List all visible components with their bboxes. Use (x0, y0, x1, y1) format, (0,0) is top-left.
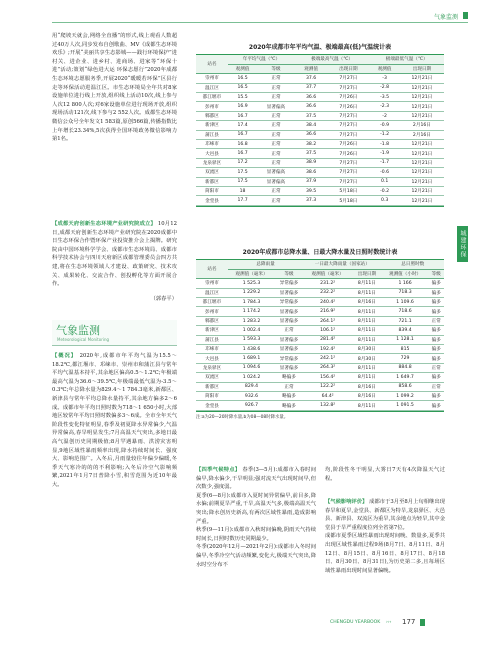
value-cell: 16.5 (228, 83, 257, 92)
value-cell: 8月11日 (352, 307, 381, 316)
value-cell: 7月27日 (327, 130, 369, 139)
col-group-3: 总日照时数 (382, 260, 444, 269)
value-cell: 2月16日 (400, 121, 444, 130)
station-cell: 郫都区 (196, 316, 228, 325)
value-cell: 17.5 (228, 168, 257, 177)
table-note: 注:a为20—20时降水量,b为08—08时降水量。 (196, 414, 289, 420)
value-cell: 232.2² (303, 288, 352, 297)
value-cell: 显著偏高 (257, 168, 295, 177)
station-cell: 新都区 (196, 382, 228, 391)
table-row (196, 93, 444, 102)
value-cell: -2.8 (369, 83, 399, 92)
value-cell: -2 (369, 111, 399, 120)
value-cell: 0.1 (369, 177, 399, 186)
value-cell: 1 166 (382, 279, 429, 288)
left-paragraph-2 (52, 220, 177, 289)
table-row (196, 121, 444, 130)
paragraph-text: 成都市于3月至8月上旬相继出现春旱和夏旱,金堂县、新都区为特旱,龙泉驿区、大邑县、新津县、双流区为重旱,其余地点为轻旱,其中金堂县于旱严重程度位列全省第7位。 成都市夏季区域性暴雨出现时间晚、数量多,夏季共出现区域性暴雨过程9场(8月7日、8月11日、8月12日、8月15日、8月16日、8月17日、8月18日、8月30日、8月31日),为历史第二多,且每场区域性暴雨出现时间显著偏晚。 (325, 499, 445, 574)
value-cell: 1 128.1 (382, 335, 429, 344)
section-heading: 【概况】 (52, 353, 77, 359)
value-cell: 7月27日 (327, 111, 369, 120)
col-sub: 观测值 (369, 64, 399, 73)
right-paragraph-top: 均,阶段性冬干明显,大雾日7天有4次降温天气过程。 (325, 467, 445, 482)
value-cell: 1 525.3 (228, 279, 275, 288)
section-heading: 【成都天府创新生态环境产业研究院成立】 (52, 221, 156, 227)
value-cell: 偏多 (429, 279, 444, 288)
col-sub: 出现日期 (352, 269, 381, 278)
value-cell: 偏多 (429, 307, 444, 316)
value-cell: 2月16日 (400, 130, 444, 139)
value-cell: 36.6 (295, 93, 328, 102)
value-cell: 8月11日 (352, 279, 381, 288)
value-cell: 156.4² (303, 373, 352, 382)
value-cell: 38.4 (295, 121, 328, 130)
station-cell: 新津区 (196, 326, 228, 335)
value-cell: 7月26日 (327, 93, 369, 102)
value-cell: 8月11日 (352, 373, 381, 382)
value-cell: 正常 (257, 130, 295, 139)
table-row (196, 74, 444, 83)
table-row (196, 298, 444, 307)
value-cell: 18 (228, 186, 257, 195)
station-cell: 大邑县 (196, 149, 228, 158)
value-cell: 264.1² (303, 316, 352, 325)
page-number: 177 (402, 618, 416, 626)
precipitation-table (196, 260, 444, 411)
value-cell: 8月16日 (352, 382, 381, 391)
value-cell: 1 094.6 (228, 363, 275, 372)
value-cell: 12月21日 (400, 102, 444, 111)
col-sub: 观测值 (228, 64, 257, 73)
col-sub: 出现日期 (400, 64, 444, 73)
value-cell: 17.7 (228, 196, 257, 205)
value-cell: 显著偏高 (257, 177, 295, 186)
paragraph-text: 10月12日,成都天府创新生态环境产业研究院在2020成都中日生态环保合作暨环保产业投资推介会上揭牌。研究院由中国环境科学学会、成都市生态环境局、成都市科学技术协会与四川天府新区成都管理委员会四方共建,将在生态环境领域人才建设、政策研究、技术攻关、成果转化、交流合作、创投孵化等方面开展合作。 (52, 221, 177, 288)
value-cell: 721.1 (382, 316, 429, 325)
value-cell: 16.9 (228, 102, 257, 111)
value-cell: 16.7 (228, 111, 257, 120)
value-cell: 5月18日 (327, 186, 369, 195)
value-cell: 12月21日 (400, 186, 444, 195)
value-cell: 略偏多 (275, 373, 303, 382)
left-paragraph-1: 用“爬坡天就会,网络全直播”的形式,线上观看人数超过40万人次,同步发布自创歌曲、MV《成都生态环境欢乐》;开展“美丽共享生态影城——践行环境保护”进村关、进企业、进乡村、进商场、进家等“环保十进”活动;策划“绿色进大运 环保志愿行”2020年成都生态环境志愿服务季,开展2020“暖暖若环保”区县行走等环保活动进温江区。市生态环境局全年共对8家设施单位进行线上开放,组织线上活动10次,线上参与人次12 800人次;对6家设施单位进行现场开放,组织现场活动121次,线下参与2 552人次。成都生态环境微信公众号全年发文1 583篇,原创566篇,传播指数比上年增长23.34%,5次获得全国环境政务微信影响力第1名。 (52, 33, 177, 143)
value-cell: 12月21日 (400, 74, 444, 83)
value-cell: 884.8 (382, 363, 429, 372)
value-cell: 7月27日 (327, 83, 369, 92)
value-cell: 正常 (257, 121, 295, 130)
value-cell: 显著偏多 (275, 288, 303, 297)
col-sub: 等级 (257, 64, 295, 73)
value-cell: 1 109.6 (382, 298, 429, 307)
table-title: 2020年成都市年平均气温、极端最高(低)气温统计表 (248, 44, 392, 51)
value-cell: 106.1² (303, 326, 352, 335)
value-cell: 7月27日 (327, 177, 369, 186)
col-sub: 出现日期 (327, 64, 369, 73)
banner-rule (52, 345, 177, 346)
value-cell: 显著偏高 (257, 102, 295, 111)
station-cell: 简阳市 (196, 391, 228, 400)
value-cell: 正常 (257, 158, 295, 167)
table-row (196, 177, 444, 186)
value-cell: 17.4 (228, 121, 257, 130)
value-cell: -1.7 (369, 158, 399, 167)
value-cell: -3.5 (369, 93, 399, 102)
value-cell: 16.7 (228, 130, 257, 139)
footer-arrows: ››› (386, 620, 392, 625)
table-row (196, 158, 444, 167)
table-row (196, 196, 444, 205)
value-cell: 1 649.7 (382, 373, 429, 382)
table-row (196, 335, 444, 344)
section-heading: 【气候影响评价】 (325, 499, 368, 505)
value-cell: 16.8 (228, 140, 257, 149)
value-cell: -1.2 (369, 130, 399, 139)
col-group-2: 极端最高气温（℃） (295, 55, 370, 64)
value-cell: 正常 (257, 149, 295, 158)
table-row (196, 279, 444, 288)
value-cell: 242.1² (303, 354, 352, 363)
value-cell: 偏多 (429, 288, 444, 297)
value-cell: 正常 (257, 74, 295, 83)
value-cell: 8月30日 (352, 345, 381, 354)
col-station: 站名 (196, 260, 228, 279)
header-mark (463, 12, 468, 19)
side-tab: 城建环保 (457, 226, 468, 262)
footer (330, 618, 450, 628)
value-cell: 37.9 (295, 177, 328, 186)
value-cell: 显著偏多 (275, 363, 303, 372)
value-cell: 7月26日 (327, 149, 369, 158)
value-cell: 7月26日 (327, 102, 369, 111)
value-cell: 1 174.2 (228, 307, 275, 316)
station-cell: 新津区 (196, 121, 228, 130)
station-cell: 金堂县 (196, 401, 228, 410)
value-cell: -1.9 (369, 149, 399, 158)
value-cell: 12月21日 (400, 83, 444, 92)
value-cell: 39.5 (295, 186, 328, 195)
col-sub: 观测值（毫米） (303, 269, 352, 278)
value-cell: 12月21日 (400, 93, 444, 102)
value-cell: 8月11日 (352, 326, 381, 335)
value-cell: 正常 (257, 196, 295, 205)
value-cell: -3 (369, 74, 399, 83)
value-cell: 38.6 (295, 168, 328, 177)
station-cell: 都江堰市 (196, 298, 228, 307)
value-cell: 偏多 (429, 335, 444, 344)
col-sub: 等级 (429, 269, 444, 278)
table-row (196, 373, 444, 382)
value-cell: -1.8 (369, 140, 399, 149)
journal-name: CHENGDU YEARBOOK (330, 620, 381, 625)
table-row (196, 391, 444, 400)
value-cell: 240.4² (303, 298, 352, 307)
station-cell: 郫都区 (196, 111, 228, 120)
value-cell: 偏多 (429, 345, 444, 354)
value-cell: 1 091.5 (382, 401, 429, 410)
value-cell: 0.3 (369, 196, 399, 205)
value-cell: 17.5 (228, 177, 257, 186)
col-group-2: 一日最大降雨量（国家站） (303, 260, 382, 269)
value-cell: 略偏多 (275, 401, 303, 410)
value-cell: 8月30日 (352, 354, 381, 363)
value-cell: 正常 (257, 93, 295, 102)
value-cell: 1 024.2 (228, 373, 275, 382)
value-cell: -0.2 (369, 186, 399, 195)
station-cell: 蒲江县 (196, 130, 228, 139)
value-cell: 37.7 (295, 83, 328, 92)
value-cell: 37.5 (295, 149, 328, 158)
value-cell: 12月21日 (400, 140, 444, 149)
header-rule (52, 22, 468, 23)
station-cell: 简阳市 (196, 186, 228, 195)
value-cell: 264.3² (303, 363, 352, 372)
value-cell: 1 283.2 (228, 316, 275, 325)
station-cell: 都江堰市 (196, 93, 228, 102)
value-cell: 偏多 (429, 326, 444, 335)
value-cell: 偏多 (429, 354, 444, 363)
value-cell: 异常偏多 (275, 354, 303, 363)
station-cell: 金堂县 (196, 196, 228, 205)
banner-title: 气象监测 (56, 324, 100, 337)
value-cell: 1 002.4 (228, 326, 275, 335)
value-cell: 7月27日 (327, 168, 369, 177)
temperature-table (196, 55, 444, 206)
value-cell: 8月16日 (352, 391, 381, 400)
col-sub: 观测值（小时） (382, 269, 429, 278)
paragraph-text: 春季(3—5月):成都市入春时间偏早,降水偏少,干旱明显;强对流天气出现时间早,但次数少,强度弱。 夏季(6—8月):成都市入夏时间异常偏早,前目多,降水偏;前期夏旱严重,干旱,高温天气多,极端高温天气突出;降水创历史新高,有两次区域性暴雨,造成影响严重。 秋季(9—11月):成都市入秋时间偏晚,阴雨天气持续时间长,日照时数历史同期最少。 冬季(2020年12月—2021年2月):成都市入冬时间偏早,冬季冷空气活动频繁,变化大,极端天气突出,降水时空分布不 (196, 467, 316, 568)
value-cell: 829.4 (228, 382, 275, 391)
value-cell: 正常 (429, 316, 444, 325)
value-cell: 1 438.6 (228, 345, 275, 354)
value-cell: 36.6 (295, 102, 328, 111)
station-cell: 彭州市 (196, 102, 228, 111)
value-cell: 偏多 (429, 391, 444, 400)
seasonal-paragraph (196, 466, 316, 569)
climate-impact-paragraph (325, 498, 445, 575)
section-banner (52, 320, 177, 346)
value-cell: 926.7 (228, 401, 275, 410)
banner-subtitle: Meteorological Monitoring (57, 337, 110, 342)
footer-mark (420, 619, 425, 626)
value-cell: 正常 (257, 140, 295, 149)
value-cell: 192.4² (303, 345, 352, 354)
table-row (196, 382, 444, 391)
table-row (196, 307, 444, 316)
station-cell: 崇州市 (196, 279, 228, 288)
col-sub: 观测值 (295, 64, 328, 73)
col-station: 站名 (196, 55, 228, 74)
table-row (196, 326, 444, 335)
value-cell: 839.4 (382, 326, 429, 335)
value-cell: 8月11日 (352, 363, 381, 372)
value-cell: 12月21日 (400, 196, 444, 205)
value-cell: 正常 (275, 382, 303, 391)
station-cell: 双流区 (196, 168, 228, 177)
section-heading: 【四季气候特点】 (196, 467, 241, 473)
station-cell: 温江区 (196, 288, 228, 297)
value-cell: 815 (382, 345, 429, 354)
value-cell: 正常 (429, 382, 444, 391)
paragraph-text: 2020年,成都市年平均气温为15.5～18.2℃,都江堰市、邛崃市、崇州市和蒲江县与常年平均气温基本持平,其余地区偏高0.5～1.2℃;年极端最高气温为36.6～39.5℃,年极端最低气温为-3.5～0.3℃;年总降水量为829.4～1 784.3毫米,新都区、新津县与常年平均总降水量持平,其余地方偏多2～6成。成都市年平均日照时数为718～1 650小时,大部地区较常年平均日照时数偏多3～6成。全市全年天气阶段性变化特征明显,春季及初夏降水异常偏少,气温异常偏高,春旱明显发生;7月高温天气突出,多地日最高气温创历史同期极值;8月罕遇暴雨、洪涝灾害明显,9地区域性暴雨频率出现,降水持续时间长、强度大、影响范围广。入冬后,月雨量较往年偏少偏暖,冬季天气寒冷的的的不利影响;入冬后冷空气影响频繁,2021年1月7日普降小雪,积雪范围为近10年最大。 (52, 353, 177, 488)
value-cell: 8月16日 (352, 298, 381, 307)
station-cell: 彭州市 (196, 307, 228, 316)
table-2 (196, 247, 444, 420)
value-cell: 1 784.3 (228, 298, 275, 307)
value-cell: 1 593.3 (228, 335, 275, 344)
value-cell: 8月11日 (352, 288, 381, 297)
table-row (196, 354, 444, 363)
table-1 (196, 42, 444, 207)
col-sub: 等级 (275, 269, 303, 278)
table-row (196, 363, 444, 372)
value-cell: 38.2 (295, 140, 328, 149)
value-cell: 偏多 (429, 373, 444, 382)
value-cell: 7月27日 (327, 158, 369, 167)
value-cell: 38.9 (295, 158, 328, 167)
station-cell: 新都区 (196, 177, 228, 186)
value-cell: 37.3 (295, 196, 328, 205)
table-row (196, 111, 444, 120)
col-sub: 观测值（毫米） (228, 269, 275, 278)
value-cell: 932.6 (228, 391, 275, 400)
value-cell: 8月11日 (352, 316, 381, 325)
value-cell: 5月18日 (327, 196, 369, 205)
value-cell: 1 229.2 (228, 288, 275, 297)
value-cell: 16.5 (228, 74, 257, 83)
value-cell: 7月27日 (327, 121, 369, 130)
value-cell: 718.3 (382, 288, 429, 297)
table-row (196, 149, 444, 158)
overview-paragraph (52, 352, 177, 490)
station-cell: 邛崃市 (196, 140, 228, 149)
table-row (196, 102, 444, 111)
value-cell: 异常偏多 (275, 279, 303, 288)
table-row (196, 168, 444, 177)
table-row (196, 83, 444, 92)
value-cell: 略偏多 (275, 391, 303, 400)
value-cell: 858.6 (382, 382, 429, 391)
col-group-1: 总降雨量 (228, 260, 303, 269)
value-cell: 8月11日 (352, 401, 381, 410)
value-cell: 12月21日 (400, 149, 444, 158)
value-cell: -0.6 (369, 168, 399, 177)
station-cell: 龙泉驿区 (196, 158, 228, 167)
value-cell: 7月26日 (327, 140, 369, 149)
table-row (196, 288, 444, 297)
section-label: 气象监测 (433, 14, 458, 21)
value-cell: 718.6 (382, 307, 429, 316)
station-cell: 温江区 (196, 83, 228, 92)
station-cell: 双流区 (196, 373, 228, 382)
value-cell: 显著偏多 (275, 345, 303, 354)
value-cell: 正常 (257, 83, 295, 92)
value-cell: 37.6 (295, 74, 328, 83)
value-cell: 正常 (257, 186, 295, 195)
table-row (196, 401, 444, 410)
value-cell: -0.9 (369, 121, 399, 130)
table-row (196, 130, 444, 139)
value-cell: 显著偏多 (275, 307, 303, 316)
value-cell: 12月21日 (400, 177, 444, 186)
station-cell: 邛崃市 (196, 345, 228, 354)
station-cell: 蒲江县 (196, 335, 228, 344)
signature: （郭春平） (150, 296, 177, 302)
table-row (196, 345, 444, 354)
value-cell: 正常 (257, 111, 295, 120)
value-cell: 64.4² (303, 391, 352, 400)
station-cell: 龙泉驿区 (196, 363, 228, 372)
station-cell: 崇州市 (196, 74, 228, 83)
value-cell: 15.5 (228, 93, 257, 102)
value-cell: 12月21日 (400, 168, 444, 177)
value-cell: 122.2² (303, 382, 352, 391)
table-row (196, 316, 444, 325)
value-cell: 8月11日 (352, 335, 381, 344)
value-cell: 1 689.1 (228, 354, 275, 363)
value-cell: 36.6 (295, 130, 328, 139)
value-cell: 132.8² (303, 401, 352, 410)
value-cell: 偏多 (429, 401, 444, 410)
table-row (196, 186, 444, 195)
value-cell: 正常 (275, 326, 303, 335)
header-bar (0, 10, 480, 22)
value-cell: 7月27日 (327, 74, 369, 83)
value-cell: 12月21日 (400, 111, 444, 120)
table-row (196, 140, 444, 149)
value-cell: 异常偏多 (275, 298, 303, 307)
value-cell: 偏多 (429, 298, 444, 307)
col-group-1: 年平均气温（℃） (228, 55, 295, 64)
value-cell: 正常 (429, 363, 444, 372)
value-cell: 231.2² (303, 279, 352, 288)
value-cell: 37.5 (295, 111, 328, 120)
value-cell: 16.7 (228, 149, 257, 158)
value-cell: -2.3 (369, 102, 399, 111)
value-cell: 显著偏多 (275, 316, 303, 325)
value-cell: 216.9² (303, 307, 352, 316)
value-cell: 1 099.2 (382, 391, 429, 400)
value-cell: 12月21日 (400, 158, 444, 167)
value-cell: 729 (382, 354, 429, 363)
value-cell: 显著偏多 (275, 335, 303, 344)
value-cell: 17.2 (228, 158, 257, 167)
station-cell: 大邑县 (196, 354, 228, 363)
table-title: 2020年成都市总降水量、日最大降水量及日照时数统计表 (242, 249, 398, 256)
value-cell: 281.4² (303, 335, 352, 344)
col-group-3: 极端最低气温（℃） (369, 55, 444, 64)
